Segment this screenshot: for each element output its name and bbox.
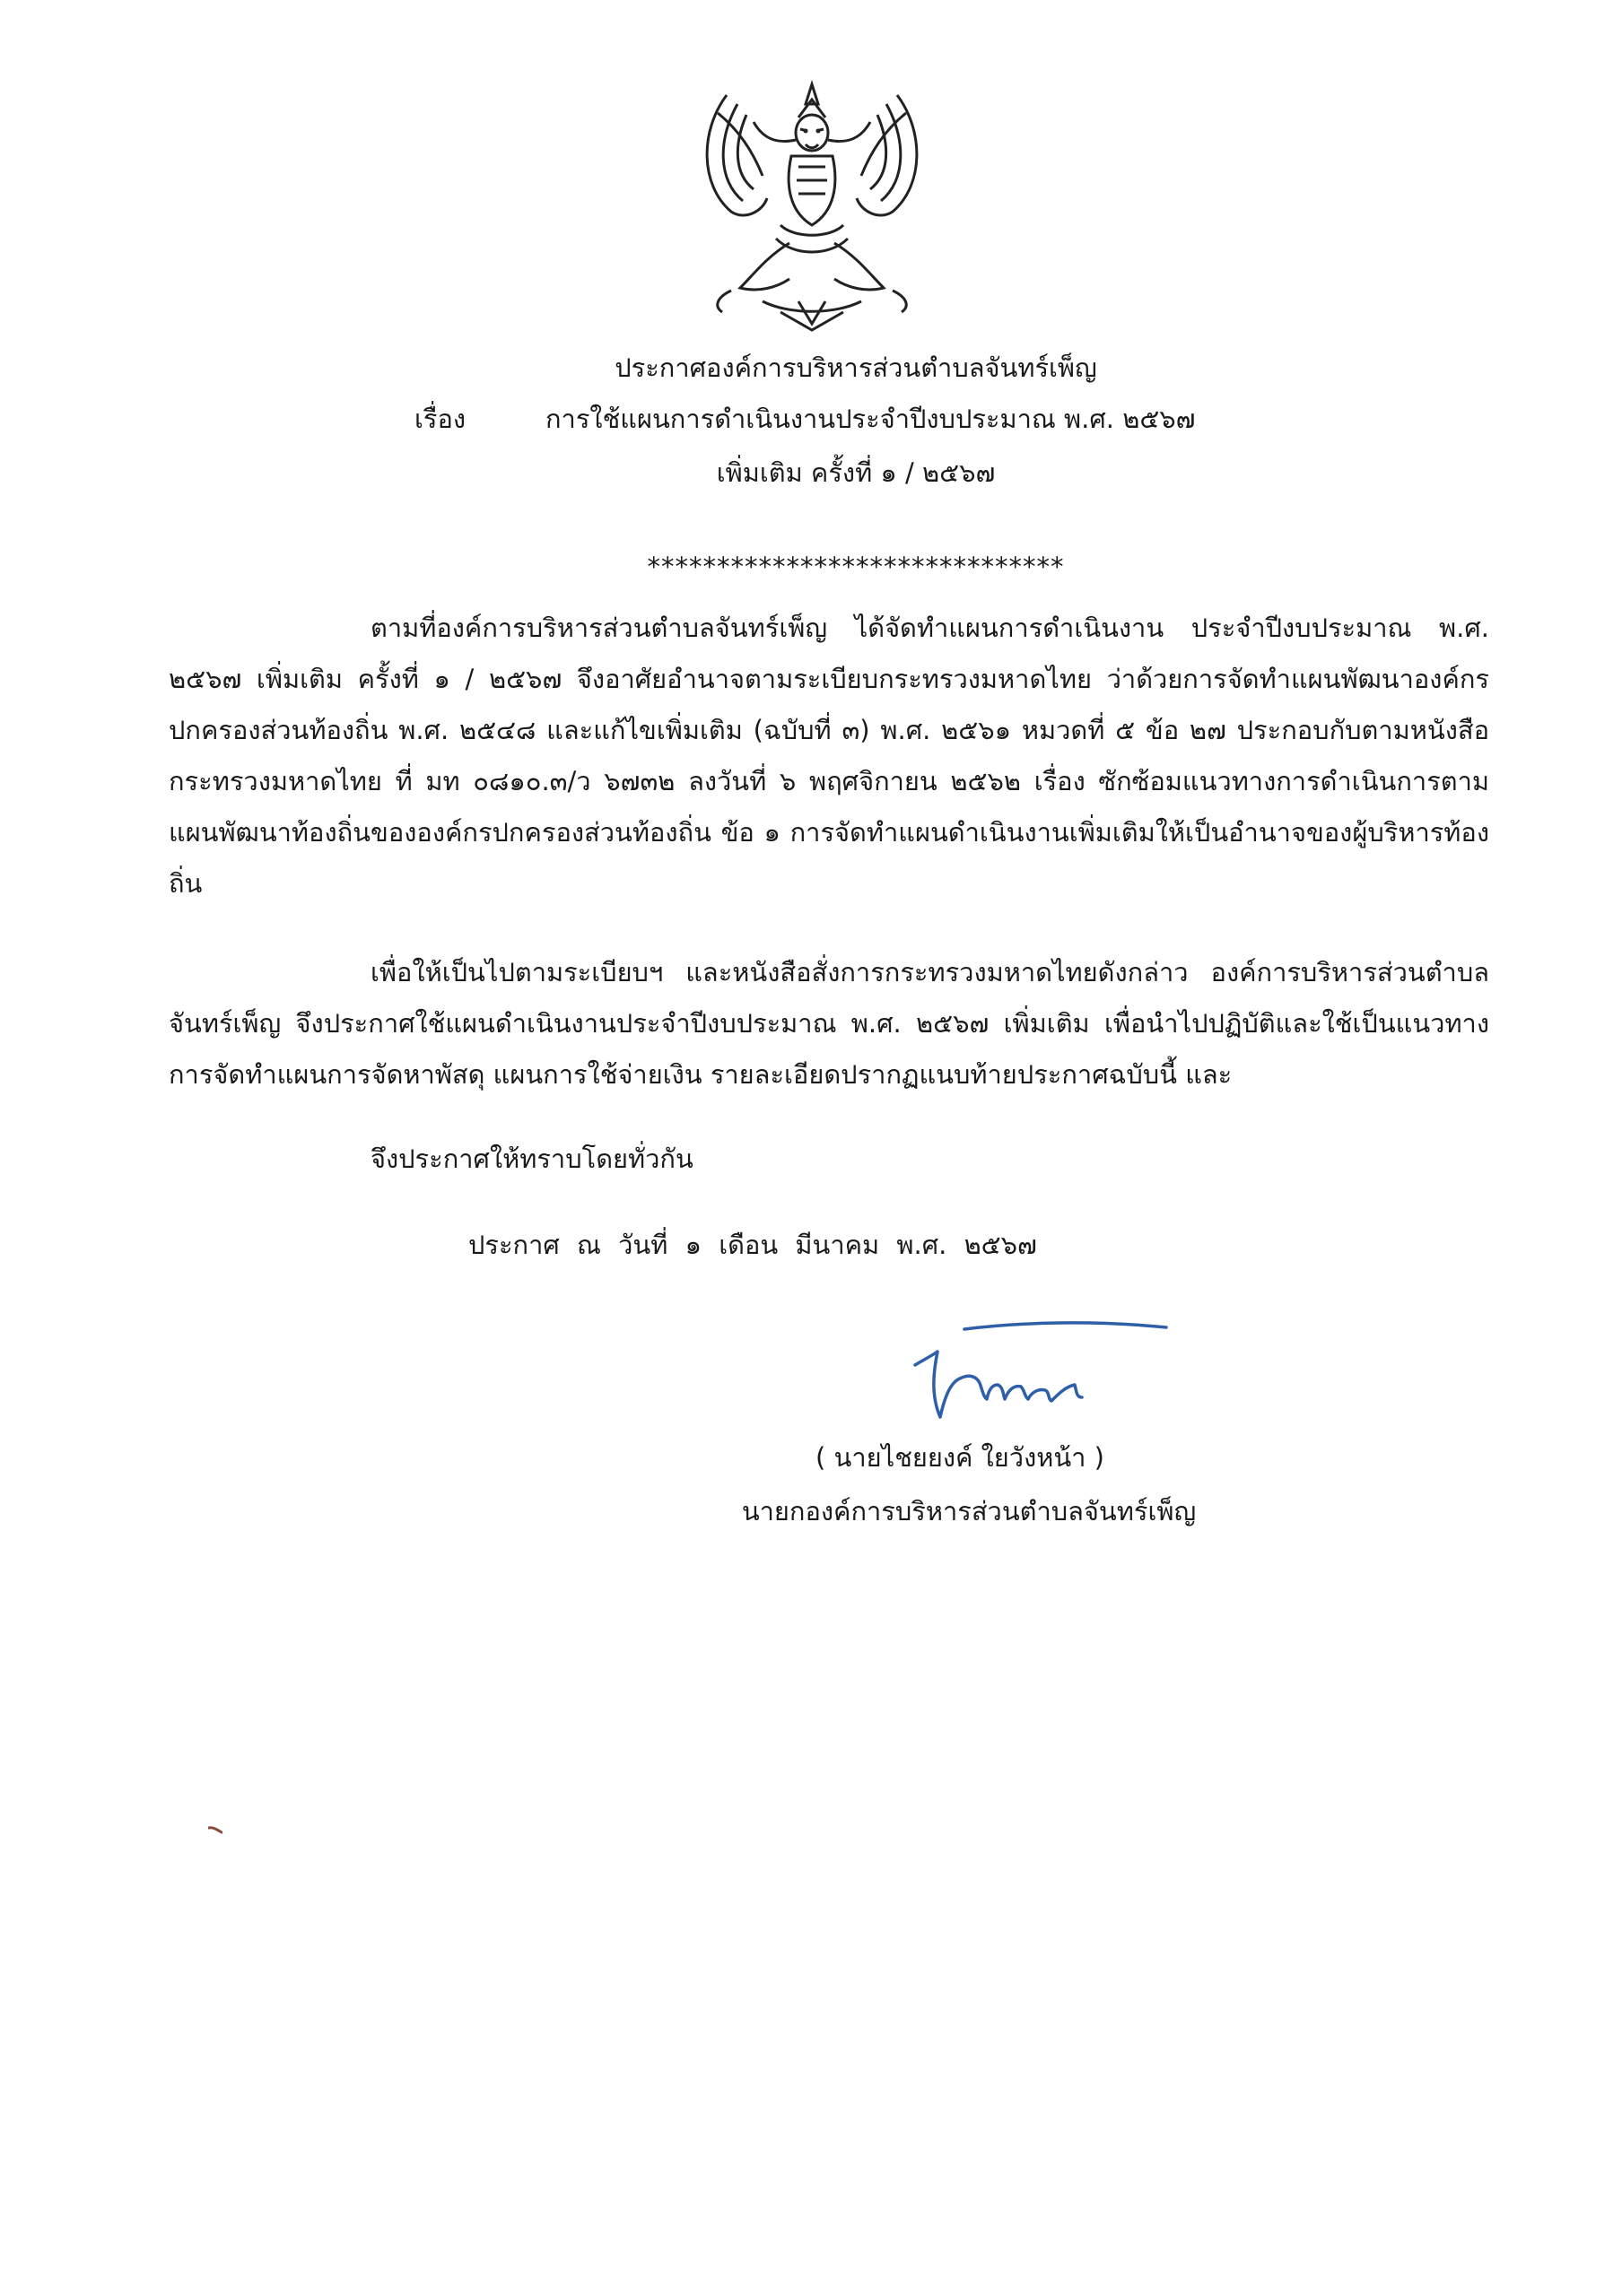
closing-statement: จึงประกาศให้ทราบโดยทั่วกัน	[371, 1144, 693, 1174]
signer-title: นายกองค์การบริหารส่วนตำบลจันทร์เพ็ญ	[741, 1496, 1197, 1526]
announcement-title: ประกาศองค์การบริหารส่วนตำบลจันทร์เพ็ญ	[615, 352, 1097, 383]
handwritten-signature	[897, 1311, 1184, 1437]
body-paragraph-1: ตามที่องค์การบริหารส่วนตำบลจันทร์เพ็ญ ได้จัดทำแผนการดำเนินงาน ประจำปีงบประมาณ พ.ศ. ๒๕๖๗ เพิ่มเติม ครั้งที่ ๑ / ๒๕๖๗ จึงอาศัยอำนาจตามระเบียบกระทรวงมหาดไทย ว่าด้วยการจัดทำแผนพัฒนาองค์กรปกครองส่วนท้องถิ่น พ.ศ. ๒๕๔๘ และแก้ไขเพิ่มเติม (ฉบับที่ ๓) พ.ศ. ๒๕๖๑ หมวดที่ ๕ ข้อ ๒๗ ประกอบกับตามหนังสือกระทรวงมหาดไทย ที่ มท ๐๘๑๐.๓/ว ๖๗๓๒ ลงวันที่ ๖ พฤศจิกายน ๒๕๖๒ เรื่อง ซักซ้อมแนวทางการดำเนินการตามแผนพัฒนาท้องถิ่นขององค์กรปกครองส่วนท้องถิ่น ข้อ ๑ การจัดทำแผนดำเนินงานเพิ่มเติมให้เป็นอำนาจของผู้บริหารท้องถิ่น	[169, 613, 1490, 899]
separator-stars: ******************************	[647, 552, 1065, 582]
body-paragraph-2: เพื่อให้เป็นไปตามระเบียบฯ และหนังสือสั่งการกระทรวงมหาดไทยดังกล่าว องค์การบริหารส่วนตำบลจันทร์เพ็ญ จึงประกาศใช้แผนดำเนินงานประจำปีงบประมาณ พ.ศ. ๒๕๖๗ เพิ่มเติม เพื่อนำไปปฏิบัติและใช้เป็นแนวทางการจัดทำแผนการจัดหาพัสดุ แผนการใช้จ่ายเงิน รายละเอียดปรากฏแนบท้ายประกาศฉบับนี้ และ	[169, 957, 1489, 1090]
announcement-date: ประกาศ ณ วันที่ ๑ เดือน มีนาคม พ.ศ. ๒๕๖๗	[468, 1230, 1037, 1260]
scan-speck	[208, 1826, 222, 1834]
announcement-subtitle: เพิ่มเติม ครั้งที่ ๑ / ๒๕๖๗	[716, 457, 996, 488]
signer-name: ( นายไชยยงค์ ใยวังหน้า )	[815, 1442, 1105, 1473]
subject-text: การใช้แผนการดำเนินงานประจำปีงบประมาณ พ.ศ. ๒๕๖๗	[545, 404, 1196, 434]
subject-label: เรื่อง	[414, 404, 467, 434]
garuda-emblem	[691, 77, 933, 337]
